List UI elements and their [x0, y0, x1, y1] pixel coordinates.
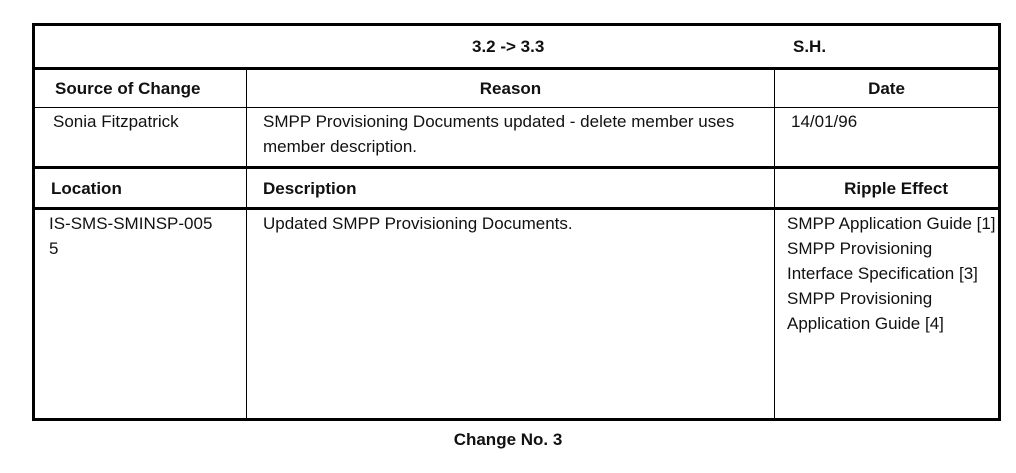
date-value: 14/01/96: [775, 108, 1000, 168]
description-header: Description: [247, 168, 775, 209]
ripple-effect-item: SMPP Provisioning Application Guide [4]: [787, 289, 944, 333]
ripple-effect-list: [775, 209, 1000, 420]
ripple-effect-item: SMPP Provisioning Interface Specification [3]: [787, 239, 978, 283]
location-header: Location: [34, 168, 247, 209]
date-header: Date: [775, 69, 1000, 108]
change-caption: Change No. 3: [453, 430, 563, 449]
reason-header: Reason: [247, 69, 775, 108]
detail-header-row: [34, 168, 1000, 209]
description-value: Updated SMPP Provisioning Documents.: [247, 209, 775, 420]
detail-data-row: [34, 209, 1000, 420]
change-record-table: [32, 23, 1001, 421]
reason-value: SMPP Provisioning Documents updated - delete member uses member description.: [247, 108, 775, 168]
ripple-effect-item: SMPP Application Guide [1]: [787, 214, 996, 233]
author-initials: S.H.: [793, 37, 827, 56]
source-of-change-value: Sonia Fitzpatrick: [34, 108, 247, 168]
ripple-effect-header: Ripple Effect: [775, 168, 1000, 209]
version-row: [34, 25, 1000, 69]
change-data-row: [34, 108, 1000, 168]
location-value: IS-SMS-SMINSP-0055: [49, 214, 213, 258]
version-change: 3.2 -> 3.3: [472, 37, 545, 56]
change-header-row: [34, 69, 1000, 108]
source-of-change-header: Source of Change: [34, 69, 247, 108]
